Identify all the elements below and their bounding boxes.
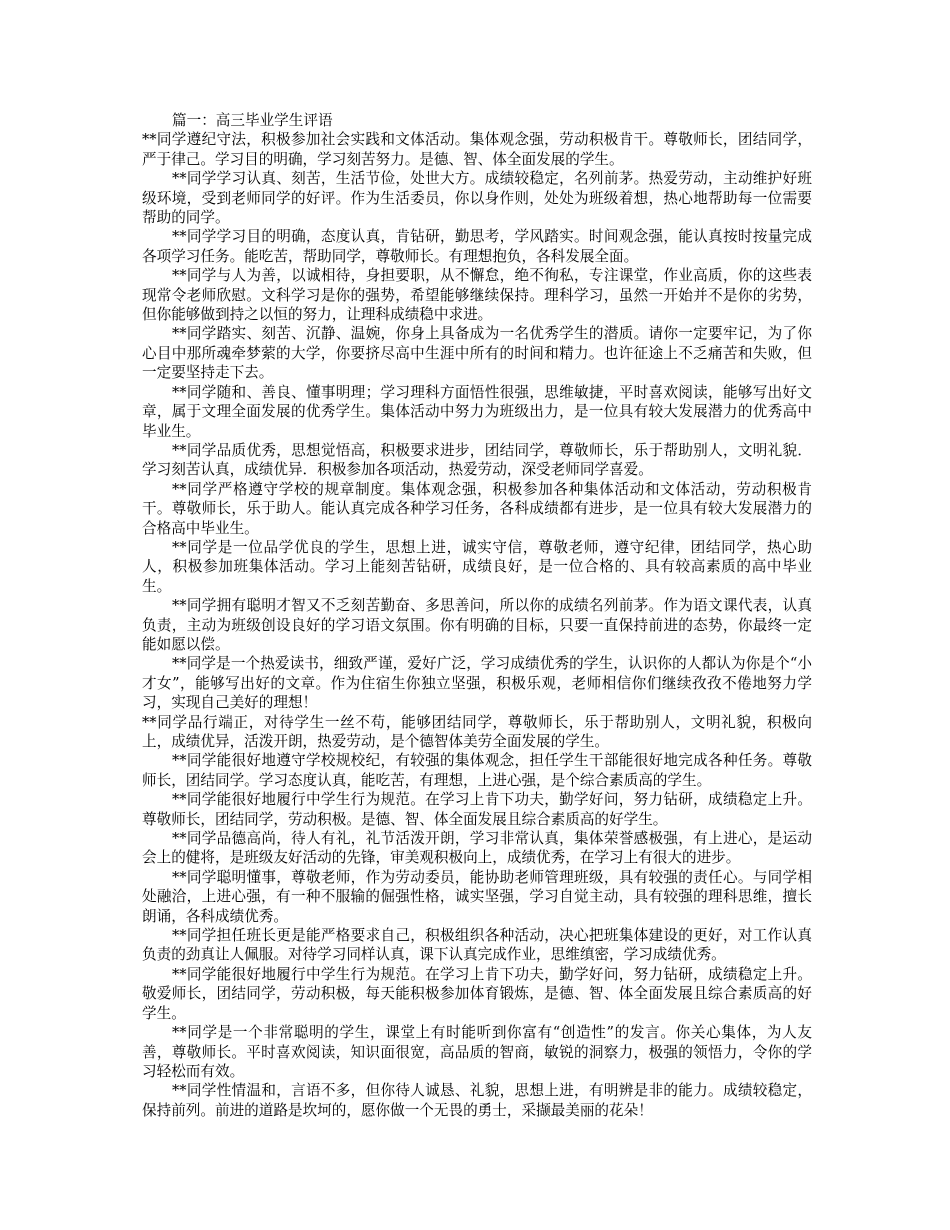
comment-paragraph: **同学与人为善，以诚相待，身担要职，从不懈怠，绝不徇私，专注课堂，作业高质，你的这些表现常令老师欣慰。文科学习是你的强势，希望能够继续保持。理科学习，虽然一开始并不是你的劣势，但你能够做到持之以恒的努力，让理科成绩稳中求进。 (142, 267, 812, 324)
comment-paragraph: **同学能很好地履行中学生行为规范。在学习上肯下功夫，勤学好问，努力钻研，成绩稳定上升。敬爱师长，团结同学，劳动积极，每天能积极参加体育锻炼，是德、智、体全面发展且综合素质高的好学生。 (142, 965, 812, 1022)
comment-paragraph: **同学能很好地履行中学生行为规范。在学习上肯下功夫，勤学好问，努力钻研，成绩稳定上升。尊敬师长，团结同学，劳动积极。是德、智、体全面发展且综合素质高的好学生。 (142, 791, 812, 828)
comment-paragraph: **同学学习认真、刻苦，生活节俭，处世大方。成绩较稳定，名列前茅。热爱劳动，主动维护好班级环境，受到老师同学的好评。作为生活委员，你以身作则，处处为班级着想，热心地帮助每一位需要帮助的同学。 (142, 170, 812, 227)
document-heading: 篇一：高三毕业学生评语 (172, 112, 333, 129)
comment-paragraph: **同学踏实、刻苦、沉静、温婉，你身上具备成为一名优秀学生的潜质。请你一定要牢记，为了你心目中那所魂牵梦萦的大学，你要挤尽高中生涯中所有的时间和精力。也许征途上不乏痛苦和失败，但一定要坚持走下去。 (142, 325, 812, 382)
document-page (142, 111, 812, 1120)
comment-paragraph: **同学性情温和，言语不多，但你待人诚恳、礼貌，思想上进，有明辨是非的能力。成绩较稳定，保持前列。前进的道路是坎坷的，愿你做一个无畏的勇士，采撷最美丽的花朵！ (142, 1082, 812, 1119)
comment-paragraph: **同学聪明懂事，尊敬老师，作为劳动委员，能协助老师管理班级，具有较强的责任心。与同学相处融洽，上进心强，有一种不服输的倔强性格，诚实坚强，学习自觉主动，具有较强的理科思维，擅长朗诵，各科成绩优秀。 (142, 868, 812, 925)
comment-paragraph: **同学学习目的明确，态度认真，肯钻研，勤思考，学风踏实。时间观念强，能认真按时按量完成各项学习任务。能吃苦，帮助同学，尊敬师长。有理想抱负，各科发展全面。 (142, 228, 812, 265)
comment-paragraph: **同学严格遵守学校的规章制度。集体观念强，积极参加各种集体活动和文体活动，劳动积极肯干。尊敬师长，乐于助人。能认真完成各种学习任务，各科成绩都有进步，是一位具有较大发展潜力的合格高中毕业生。 (142, 480, 812, 537)
comment-paragraph: **同学品质优秀，思想觉悟高，积极要求进步，团结同学，尊敬师长，乐于帮助别人，文明礼貌．学习刻苦认真，成绩优异．积极参加各项活动，热爱劳动，深受老师同学喜爱。 (142, 441, 812, 479)
comment-paragraph: **同学是一个非常聪明的学生，课堂上有时能听到你富有“创造性”的发言。你关心集体，为人友善，尊敬师长。平时喜欢阅读，知识面很宽，高品质的智商，敏锐的洞察力，极强的领悟力，令你的学习轻松而有效。 (142, 1024, 812, 1080)
comment-paragraph: **同学拥有聪明才智又不乏刻苦勤奋、多思善问，所以你的成绩名列前茅。作为语文课代表，认真负责，主动为班级创设良好的学习语文氛围。你有明确的目标，只要一直保持前进的态势，你最终一定能如愿以偿。 (142, 597, 812, 653)
comment-paragraph: **同学品德高尚，待人有礼，礼节活泼开朗，学习非常认真，集体荣誉感极强，有上进心，是运动会上的健将，是班级友好活动的先锋，审美观积极向上，成绩优秀，在学习上有很大的进步。 (142, 830, 812, 867)
comment-paragraph: **同学担任班长更是能严格要求自己，积极组织各种活动，决心把班集体建设的更好，对工作认真负责的劲真让人佩服。对待学习同样认真，课下认真完成作业，思维缜密，学习成绩优秀。 (142, 927, 812, 964)
comment-paragraph: **同学遵纪守法，积极参加社会实践和文体活动。集体观念强，劳动积极肯干。尊敬师长，团结同学，严于律己。学习目的明确，学习刻苦努力。是德、智、体全面发展的学生。 (142, 131, 812, 168)
comment-paragraph: **同学是一个热爱读书，细致严谨，爱好广泛，学习成绩优秀的学生，认识你的人都认为你是个“小才女”，能够写出好的文章。作为住宿生你独立坚强，积极乐观，老师相信你们继续孜孜不倦地努力学习，实现自己美好的理想！ (142, 655, 812, 712)
comment-paragraph: **同学品行端正，对待学生一丝不苟，能够团结同学，尊敬师长，乐于帮助别人，文明礼貌，积极向上，成绩优异，活泼开朗，热爱劳动，是个德智体美劳全面发展的学生。 (142, 713, 812, 750)
comment-paragraph: **同学随和、善良、懂事明理；学习理科方面悟性很强，思维敏捷，平时喜欢阅读，能够写出好文章，属于文理全面发展的优秀学生。集体活动中努力为班级出力，是一位具有较大发展潜力的优秀高中毕业生。 (142, 383, 812, 440)
comment-paragraph: **同学是一位品学优良的学生，思想上进，诚实守信，尊敬老师，遵守纪律，团结同学，热心助人，积极参加班集体活动。学习上能刻苦钻研，成绩良好，是一位合格的、具有较高素质的高中毕业生。 (142, 538, 812, 595)
paragraph-list (142, 130, 812, 1120)
comment-paragraph: **同学能很好地遵守学校规校纪，有较强的集体观念，担任学生干部能很好地完成各种任务。尊敬师长，团结同学。学习态度认真，能吃苦，有理想，上进心强，是个综合素质高的学生。 (142, 752, 812, 789)
